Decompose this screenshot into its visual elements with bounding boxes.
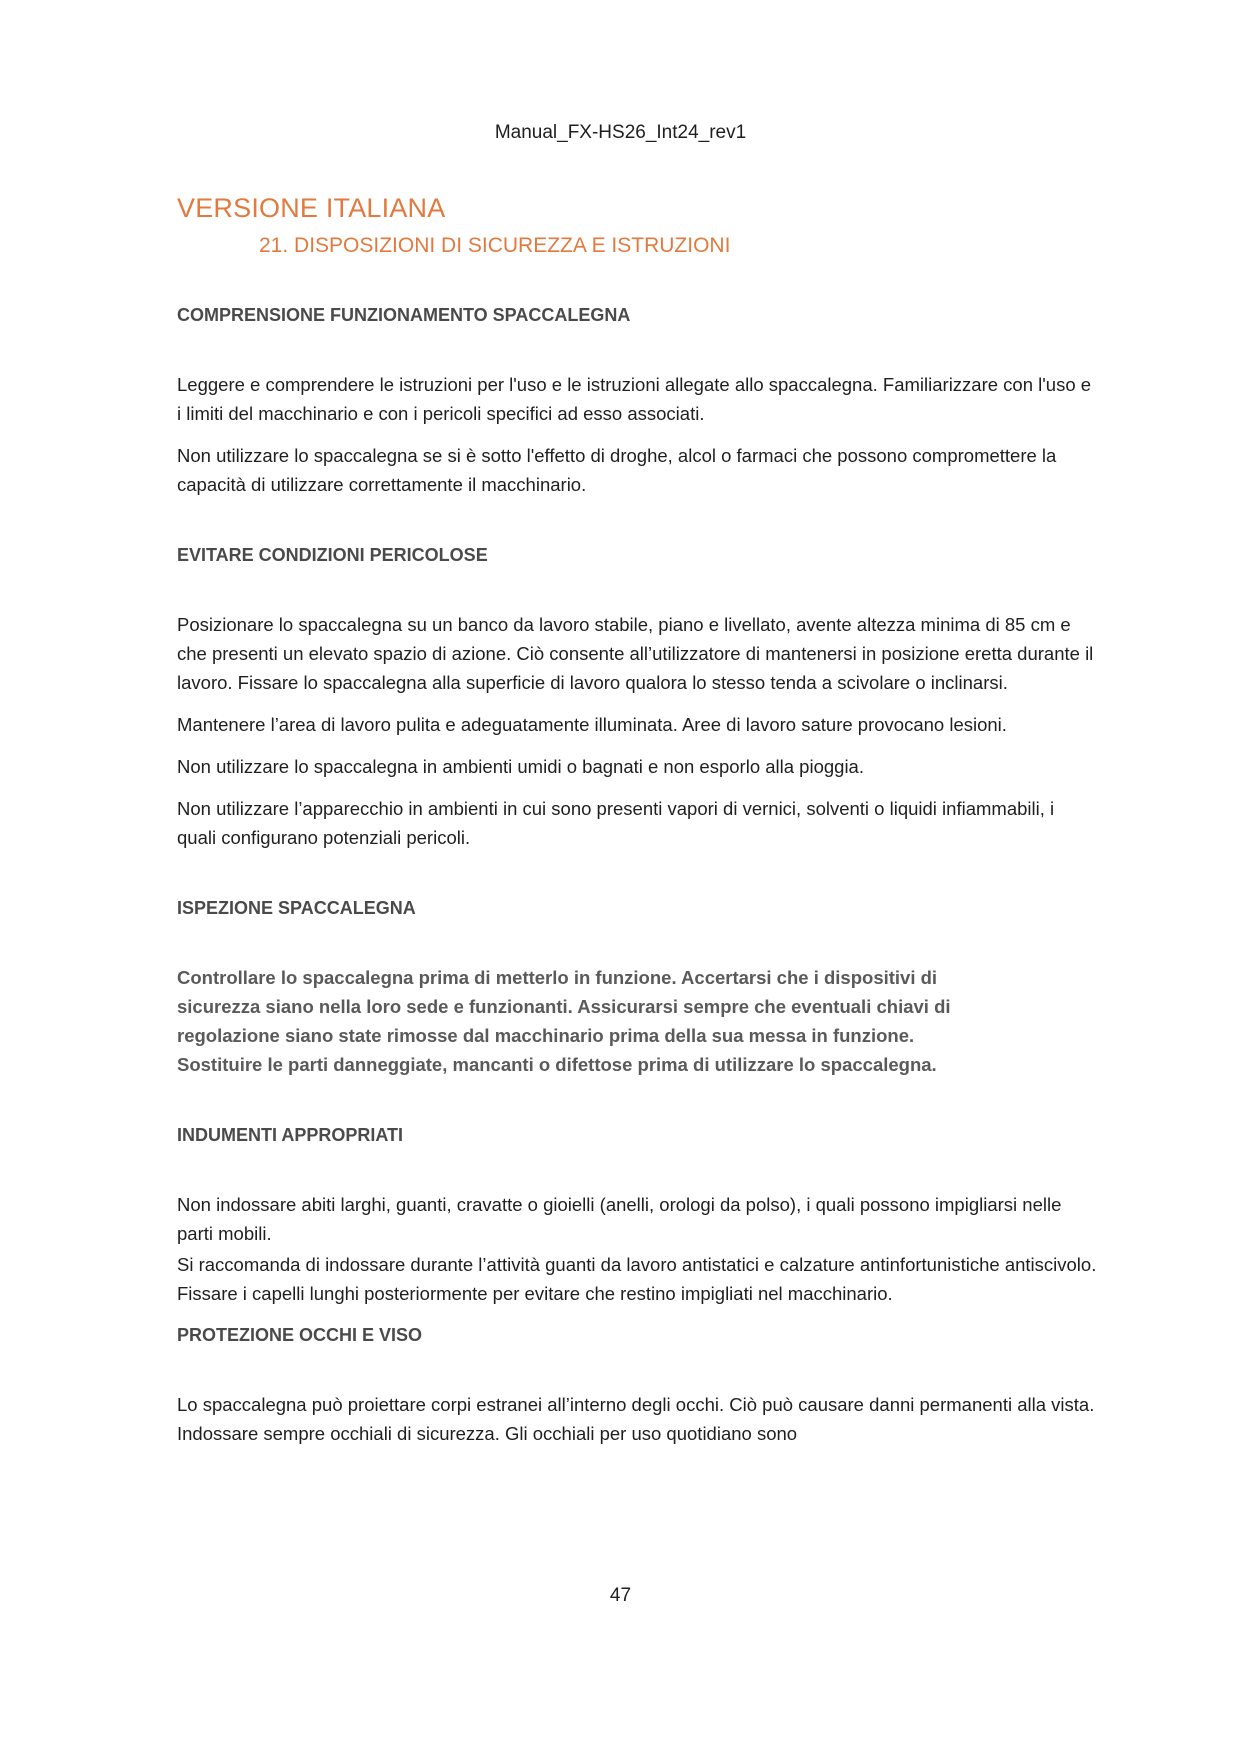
running-header: Manual_FX-HS26_Int24_rev1: [494, 122, 747, 143]
paragraph: Non indossare abiti larghi, guanti, cravatte o gioielli (anelli, orologi da polso), i quali possono impigliarsi nelle parti mobili.: [177, 1194, 1062, 1244]
main-title: VERSIONE ITALIANA: [177, 193, 446, 223]
paragraph: Leggere e comprendere le istruzioni per l'uso e le istruzioni allegate allo spaccalegna. Familiarizzare con l'uso e i limiti del macchinario e con i pericoli specifici ad esso associati.: [177, 374, 1092, 424]
section-heading: ISPEZIONE SPACCALEGNA: [177, 898, 416, 918]
section-heading: INDUMENTI APPROPRIATI: [177, 1125, 404, 1145]
section-heading: EVITARE CONDIZIONI PERICOLOSE: [177, 545, 488, 565]
paragraph: Posizionare lo spaccalegna su un banco da lavoro stabile, piano e livellato, avente altezza minima di 85 cm e che presenti un elevato spazio di azione. Ciò consente all’utilizzatore di mantenersi in posizione eretta durante il lavoro. Fissare lo spaccalegna alla superficie di lavoro qualora lo stesso tenda a scivolare o inclinarsi.: [177, 614, 1094, 693]
paragraph: Mantenere l’area di lavoro pulita e adeguatamente illuminata. Aree di lavoro sature provocano lesioni.: [177, 714, 1007, 735]
paragraph: Non utilizzare lo spaccalegna in ambienti umidi o bagnati e non esporlo alla pioggia.: [177, 756, 864, 777]
paragraph: Controllare lo spaccalegna prima di metterlo in funzione. Accertarsi che i dispositivi di sicurezza siano nella loro sede e funzionanti. Assicurarsi sempre che eventuali chiavi di regolazione siano state rimosse dal macchinario prima della sua messa in funzione. Sostituire le parti danneggiate, mancanti o difettose prima di utilizzare lo spaccalegna.: [177, 967, 951, 1075]
page-content: [177, 193, 1097, 1448]
section-heading: PROTEZIONE OCCHI E VISO: [177, 1325, 423, 1345]
page-number: 47: [609, 1585, 632, 1606]
paragraph: Non utilizzare lo spaccalegna se si è sotto l'effetto di droghe, alcol o farmaci che possono compromettere la capacità di utilizzare correttamente il macchinario.: [177, 445, 1057, 495]
paragraph: Lo spaccalegna può proiettare corpi estranei all’interno degli occhi. Ciò può causare danni permanenti alla vista. Indossare sempre occhiali di sicurezza. Gli occhiali per uso quotidiano sono: [177, 1394, 1095, 1444]
paragraph: Non utilizzare l’apparecchio in ambienti in cui sono presenti vapori di vernici, solventi o liquidi infiammabili, i quali configurano potenziali pericoli.: [177, 798, 1055, 848]
paragraph: Si raccomanda di indossare durante l’attività guanti da lavoro antistatici e calzature antinfortunistiche antiscivolo. Fissare i capelli lunghi posteriormente per evitare che restino impigliati nel macchinario.: [177, 1254, 1097, 1304]
section-heading: COMPRENSIONE FUNZIONAMENTO SPACCALEGNA: [177, 305, 631, 325]
section-title: 21. DISPOSIZIONI DI SICUREZZA E ISTRUZIONI: [259, 234, 731, 257]
